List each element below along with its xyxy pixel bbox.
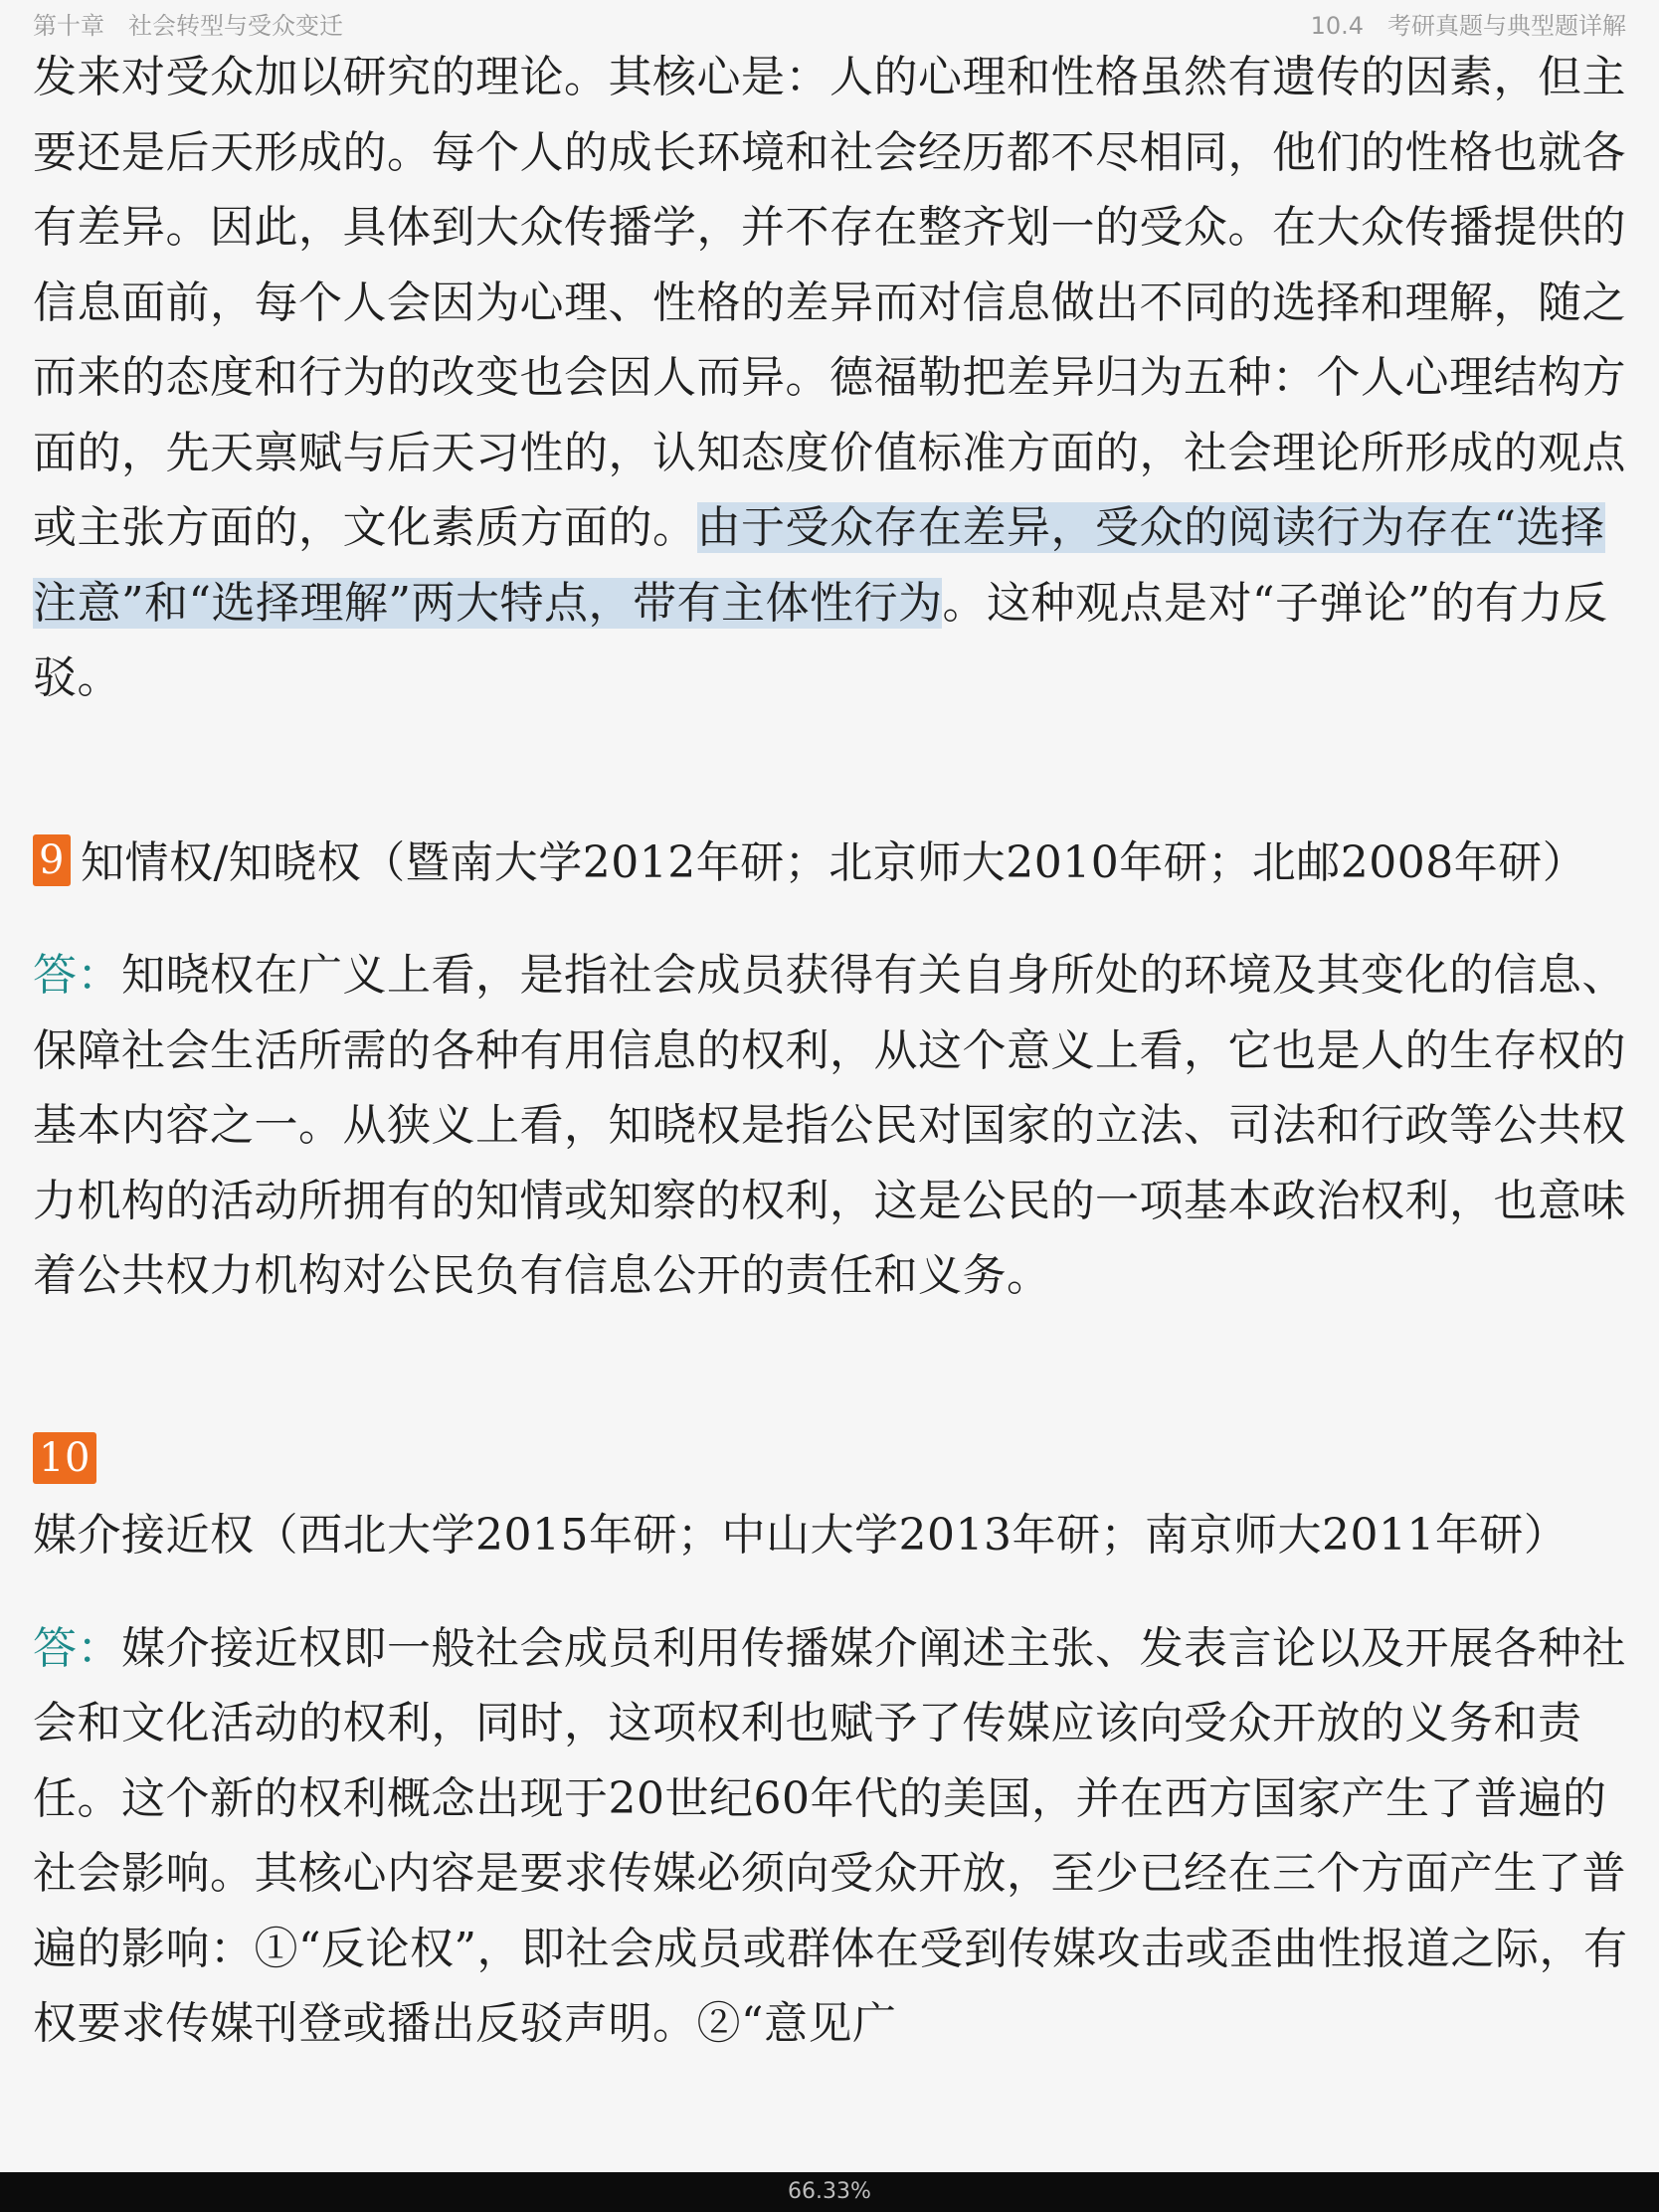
answer-label: 答： (33, 1622, 121, 1674)
page-content[interactable] (33, 40, 1629, 2062)
intro-text: 发来对受众加以研究的理论。其核心是：人的心理和性格虽然有遗传的因素，但主要还是后天形成的。每个人的成长环境和社会经历都不尽相同，他们的性格也就各有差异。因此，具体到大众传播学，并不存在整齐划一的受众。在大众传播提供的信息面前，每个人会因为心理、性格的差异而对信息做出不同的选择和理解，随之而来的态度和行为的改变也会因人而异。德福勒把差异归为五种：个人心理结构方面的，先天禀赋与后天习性的，认知态度价值标准方面的，社会理论所形成的观点或主张方面的，文化素质方面的。 (33, 52, 1626, 553)
answer-paragraph (33, 938, 1629, 1314)
section-title: 10.4 考研真题与典型题详解 (1310, 12, 1626, 40)
intro-paragraph (33, 40, 1629, 716)
reading-progress-bar (0, 2172, 1659, 2212)
question-title: 媒介接近权（西北大学2015年研；中山大学2013年研；南京师大2011年研） (33, 1510, 1568, 1561)
question-heading (33, 826, 1629, 901)
question-heading (33, 1423, 1629, 1573)
answer-paragraph (33, 1611, 1629, 2062)
question-number-badge: 10 (33, 1432, 96, 1484)
answer-label: 答： (33, 950, 121, 1001)
answer-text: 媒介接近权即一般社会成员利用传播媒介阐述主张、发表言论以及开展各种社会和文化活动的权利，同时，这项权利也赋予了传媒应该向受众开放的义务和责任。这个新的权利概念出现于20世纪60年代的美国，并在西方国家产生了普遍的社会影响。其核心内容是要求传媒必须向受众开放，至少已经在三个方面产生了普遍的影响：①“反论权”，即社会成员或群体在受到传媒攻击或歪曲性报道之际，有权要求传媒刊登或播出反驳声明。②“意见广 (33, 1622, 1628, 2049)
question-title: 知情权/知晓权（暨南大学2012年研；北京师大2010年研；北邮2008年研） (80, 836, 1587, 888)
answer-text: 知晓权在广义上看，是指社会成员获得有关自身所处的环境及其变化的信息、保障社会生活所需的各种有用信息的权利，从这个意义上看，它也是人的生存权的基本内容之一。从狭义上看，知晓权是指公民对国家的立法、司法和行政等公共权力机构的活动所拥有的知情或知察的权利，这是公民的一项基本政治权利，也意味着公共权力机构对公民负有信息公开的责任和义务。 (33, 950, 1626, 1301)
reader-header (0, 0, 1659, 40)
question-number-badge: 9 (33, 834, 71, 886)
reading-progress-text: 66.33% (788, 2179, 871, 2204)
intro-text-end: 。这种观点是对“子弹论”的有力反驳。 (33, 577, 1608, 703)
highlighted-text[interactable]: 由于受众存在差异，受众的阅读行为存在“选择注意”和“选择理解”两大特点，带有主体性行为 (33, 502, 1605, 629)
chapter-title: 第十章 社会转型与受众变迁 (33, 12, 343, 40)
